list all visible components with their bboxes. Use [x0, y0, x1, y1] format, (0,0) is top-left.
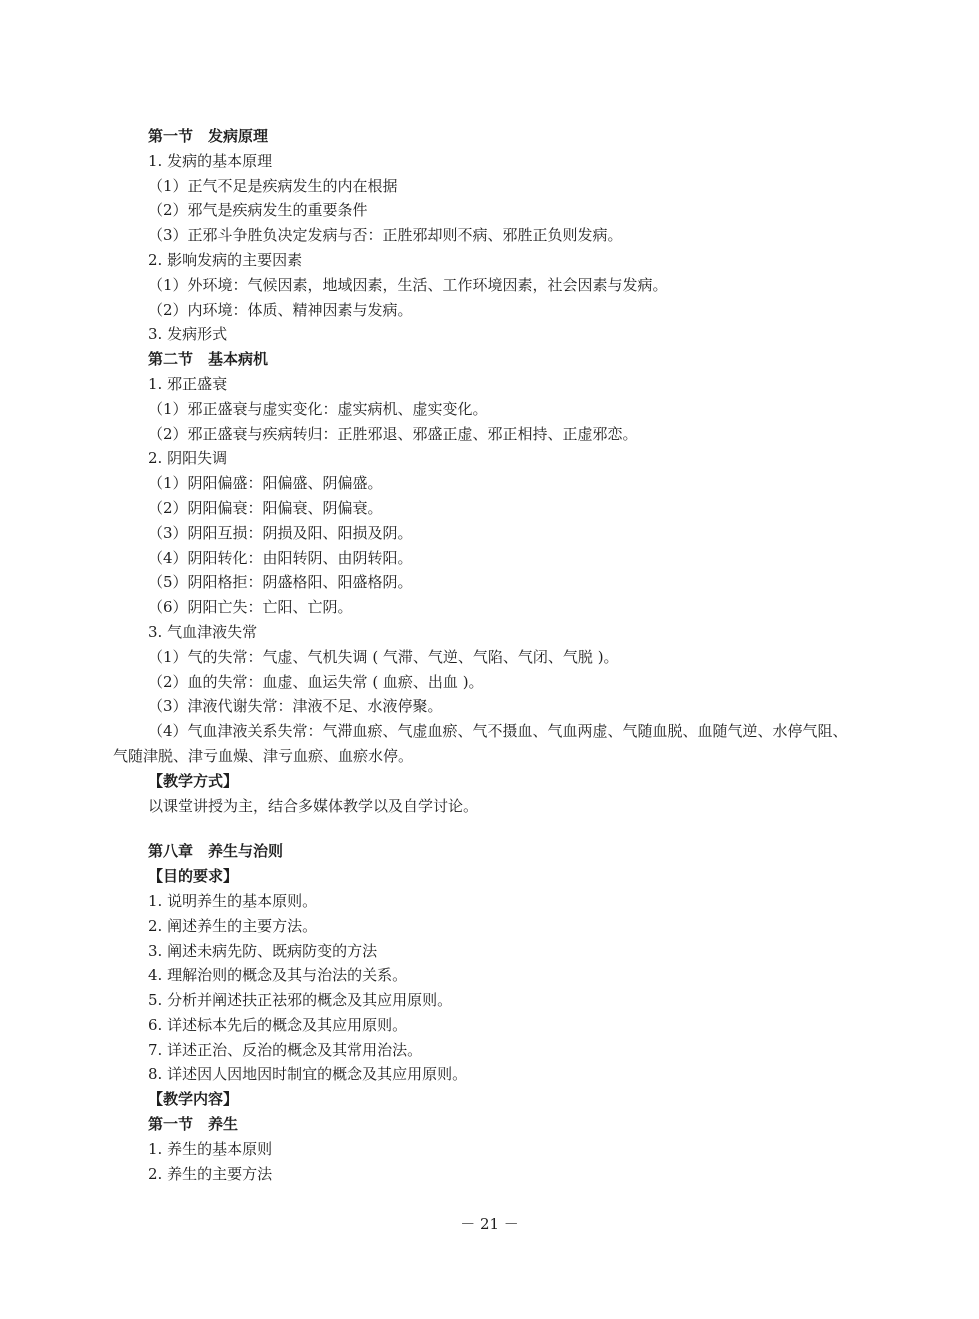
text-line: （2）血的失常：血虚、血运失常 ( 血瘀、出血 )。: [148, 672, 484, 691]
heading-line: 【教学方式】: [148, 771, 239, 790]
text-line: （1）邪正盛衰与虚实变化：虚实病机、虚实变化。: [148, 399, 488, 418]
text-line: （2）阴阳偏衰：阳偏衰、阴偏衰。: [148, 498, 383, 517]
text-line: 气随津脱、津亏血燥、津亏血瘀、血瘀水停。: [113, 746, 414, 765]
text-line: （1）气的失常：气虚、气机失调 ( 气滞、气逆、气陷、气闭、气脱 )。: [148, 647, 619, 666]
heading-line: 第二节 基本病机: [148, 350, 269, 369]
text-line: 1. 发病的基本原理: [148, 151, 273, 170]
heading-line: 第八章 养生与治则: [148, 842, 284, 861]
text-line: 2. 阴阳失调: [148, 449, 228, 468]
text-line: 1. 邪正盛衰: [148, 374, 228, 393]
text-line: 2. 养生的主要方法: [148, 1164, 273, 1183]
text-line: （3）正邪斗争胜负决定发病与否：正胜邪却则不病、邪胜正负则发病。: [148, 226, 623, 245]
heading-line: 第一节 发病原理: [148, 127, 269, 145]
text-line: 2. 阐述养生的主要方法。: [148, 916, 318, 935]
page-number: － 21 －: [460, 1215, 519, 1233]
text-line: （2）邪正盛衰与疾病转归：正胜邪退、邪盛正虚、邪正相持、正虚邪恋。: [148, 424, 638, 443]
text-line: 3. 发病形式: [148, 325, 228, 344]
text-line: （2）邪气是疾病发生的重要条件: [148, 201, 368, 220]
heading-line: 【教学内容】: [148, 1090, 239, 1109]
text-line: 3. 阐述未病先防、既病防变的方法: [148, 941, 378, 960]
text-line: 1. 说明养生的基本原则。: [148, 891, 318, 910]
text-line: （3）阴阳互损：阴损及阳、阳损及阴。: [148, 523, 413, 542]
text-line: 7. 详述正治、反治的概念及其常用治法。: [148, 1040, 423, 1059]
text-line: （4）阴阳转化：由阳转阴、由阴转阳。: [148, 548, 413, 567]
text-line: （4）气血津液关系失常：气滞血瘀、气虚血瘀、气不摄血、气血两虚、气随血脱、血随气逆、水停气阻、: [148, 722, 848, 741]
text-line: 4. 理解治则的概念及其与治法的关系。: [148, 966, 408, 985]
page-content: [113, 124, 873, 1186]
section-gap: [113, 818, 873, 839]
text-line: （1）阴阳偏盛：阳偏盛、阴偏盛。: [148, 474, 383, 493]
text-line: （1）外环境：气候因素，地域因素，生活、工作环境因素，社会因素与发病。: [148, 275, 668, 294]
text-line: （5）阴阳格拒：阴盛格阳、阳盛格阴。: [148, 573, 413, 592]
text-line: 8. 详述因人因地因时制宜的概念及其应用原则。: [148, 1065, 468, 1084]
text-line: 1. 养生的基本原则: [148, 1139, 273, 1158]
text-line: 以课堂讲授为主，结合多媒体教学以及自学讨论。: [148, 796, 479, 815]
text-line: （3）津液代谢失常：津液不足、水液停聚。: [148, 697, 443, 716]
section-block-1: [113, 124, 873, 818]
text-line: 3. 气血津液失常: [148, 622, 258, 641]
text-line: 6. 详述标本先后的概念及其应用原则。: [148, 1015, 408, 1034]
text-line: （2）内环境：体质、精神因素与发病。: [148, 300, 413, 319]
text-line: （1）正气不足是疾病发生的内在根据: [148, 176, 398, 195]
heading-line: 第一节 养生: [148, 1115, 239, 1134]
text-line: （6）阴阳亡失：亡阳、亡阴。: [148, 598, 353, 617]
section-block-2: [113, 839, 873, 1186]
text-line: 2. 影响发病的主要因素: [148, 250, 303, 269]
heading-line: 【目的要求】: [148, 867, 239, 886]
text-line: 5. 分析并阐述扶正祛邪的概念及其应用原则。: [148, 991, 453, 1010]
